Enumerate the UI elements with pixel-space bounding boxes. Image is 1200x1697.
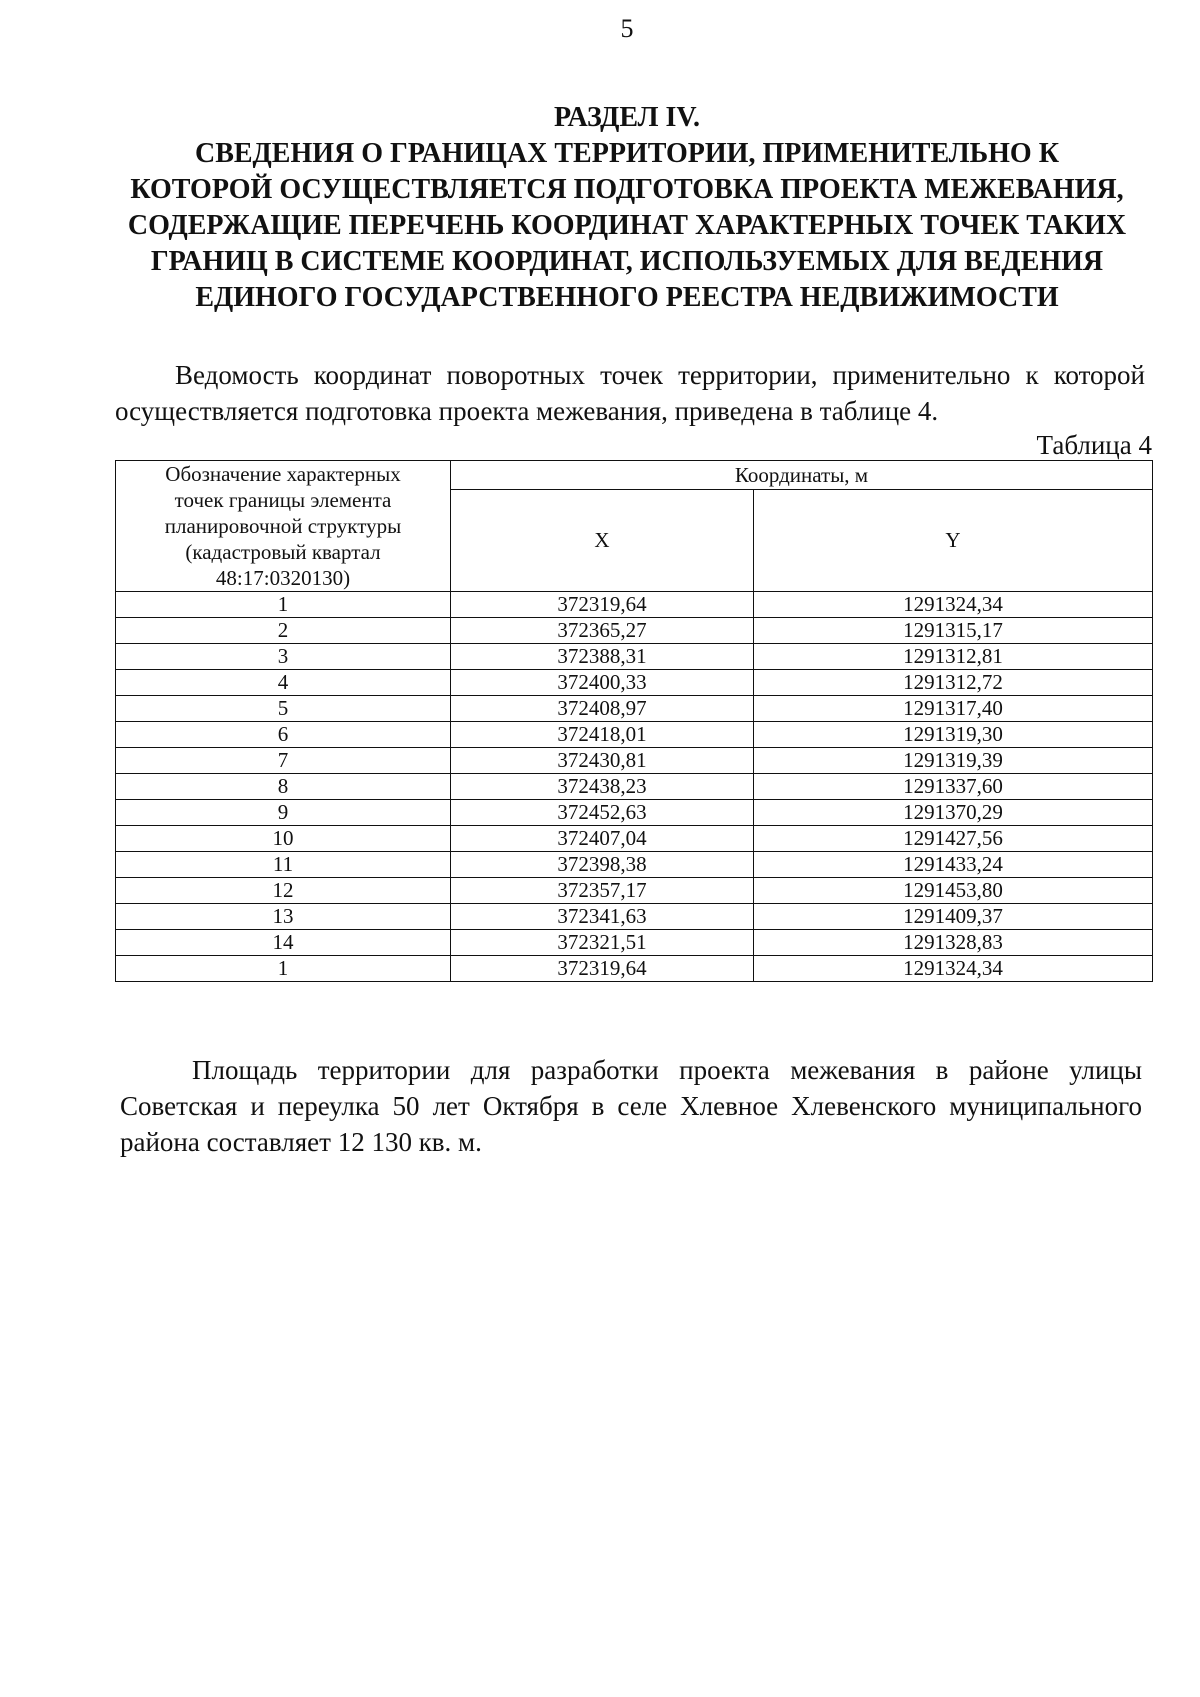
table-row: [116, 930, 1153, 956]
table-row: [116, 748, 1153, 774]
cell-y: 1291427,56: [754, 826, 1153, 852]
cell-point: 7: [116, 748, 451, 774]
cell-point: 13: [116, 904, 451, 930]
cell-y: 1291319,30: [754, 722, 1153, 748]
cell-y: 1291317,40: [754, 696, 1153, 722]
cell-x: 372408,97: [451, 696, 754, 722]
page-number: 5: [620, 14, 634, 43]
header-point-line: планировочной структуры: [164, 514, 402, 538]
table-row: [116, 852, 1153, 878]
cell-point: 5: [116, 696, 451, 722]
header-point-designation: [116, 461, 451, 592]
header-point-line: 48:17:0320130): [215, 566, 351, 590]
table-row: [116, 878, 1153, 904]
cell-point: 9: [116, 800, 451, 826]
cell-y: 1291324,34: [754, 956, 1153, 982]
area-paragraph: Площадь территории для разработки проекта межевания в районе улицы Советская и переулка 50 лет Октября в селе Хлевное Хлевенского муниципального района составляет 12 130 кв. м.: [120, 1055, 1142, 1157]
table-row: [116, 800, 1153, 826]
cell-x: 372400,33: [451, 670, 754, 696]
section-title-line: СВЕДЕНИЯ О ГРАНИЦАХ ТЕРРИТОРИИ, ПРИМЕНИТЕЛЬНО К: [194, 138, 1060, 169]
cell-y: 1291337,60: [754, 774, 1153, 800]
table-row: [116, 956, 1153, 982]
cell-y: 1291319,39: [754, 748, 1153, 774]
section-heading: РАЗДЕЛ IV.: [553, 102, 701, 133]
cell-x: 372407,04: [451, 826, 754, 852]
section-title-block: [100, 100, 1154, 316]
cell-x: 372341,63: [451, 904, 754, 930]
table-row: [116, 722, 1153, 748]
cell-y: 1291453,80: [754, 878, 1153, 904]
cell-y: 1291312,72: [754, 670, 1153, 696]
header-coordinates: Координаты, м: [451, 461, 1153, 490]
table-row: [116, 592, 1153, 618]
cell-point: 12: [116, 878, 451, 904]
table-row: [116, 696, 1153, 722]
cell-x: 372365,27: [451, 618, 754, 644]
cell-x: 372418,01: [451, 722, 754, 748]
cell-point: 11: [116, 852, 451, 878]
cell-x: 372452,63: [451, 800, 754, 826]
section-title-line: КОТОРОЙ ОСУЩЕСТВЛЯЕТСЯ ПОДГОТОВКА ПРОЕКТА МЕЖЕВАНИЯ,: [130, 174, 1124, 205]
section-title-line: СОДЕРЖАЩИЕ ПЕРЕЧЕНЬ КООРДИНАТ ХАРАКТЕРНЫХ ТОЧЕК ТАКИХ: [127, 210, 1127, 241]
cell-point: 2: [116, 618, 451, 644]
section-title-line: ГРАНИЦ В СИСТЕМЕ КООРДИНАТ, ИСПОЛЬЗУЕМЫХ ДЛЯ ВЕДЕНИЯ: [150, 246, 1104, 277]
cell-point: 6: [116, 722, 451, 748]
cell-point: 3: [116, 644, 451, 670]
cell-point: 8: [116, 774, 451, 800]
header-point-line: Обозначение характерных: [165, 462, 401, 486]
cell-x: 372430,81: [451, 748, 754, 774]
cell-x: 372398,38: [451, 852, 754, 878]
cell-x: 372321,51: [451, 930, 754, 956]
cell-point: 1: [116, 956, 451, 982]
cell-y: 1291409,37: [754, 904, 1153, 930]
cell-y: 1291328,83: [754, 930, 1153, 956]
cell-point: 10: [116, 826, 451, 852]
cell-y: 1291312,81: [754, 644, 1153, 670]
header-x: X: [451, 489, 754, 591]
table-row: [116, 774, 1153, 800]
table-row: [116, 904, 1153, 930]
table-row: [116, 670, 1153, 696]
header-point-line: точек границы элемента: [174, 488, 392, 512]
table-row: [116, 826, 1153, 852]
table-row: [116, 618, 1153, 644]
cell-x: 372388,31: [451, 644, 754, 670]
cell-x: 372438,23: [451, 774, 754, 800]
section-title-line: ЕДИНОГО ГОСУДАРСТВЕННОГО РЕЕСТРА НЕДВИЖИМОСТИ: [195, 282, 1059, 313]
coordinates-table: [115, 460, 1153, 982]
cell-x: 372319,64: [451, 956, 754, 982]
intro-paragraph: Ведомость координат поворотных точек территории, применительно к которой осуществляется подготовка проекта межевания, приведена в таблице 4.: [115, 360, 1145, 426]
cell-y: 1291433,24: [754, 852, 1153, 878]
cell-point: 1: [116, 592, 451, 618]
cell-point: 4: [116, 670, 451, 696]
header-point-line: (кадастровый квартал: [185, 540, 381, 564]
cell-x: 372357,17: [451, 878, 754, 904]
table-row: [116, 644, 1153, 670]
cell-y: 1291370,29: [754, 800, 1153, 826]
cell-x: 372319,64: [451, 592, 754, 618]
header-y: Y: [754, 489, 1153, 591]
cell-y: 1291315,17: [754, 618, 1153, 644]
cell-y: 1291324,34: [754, 592, 1153, 618]
cell-point: 14: [116, 930, 451, 956]
table-caption: Таблица 4: [1036, 430, 1152, 460]
